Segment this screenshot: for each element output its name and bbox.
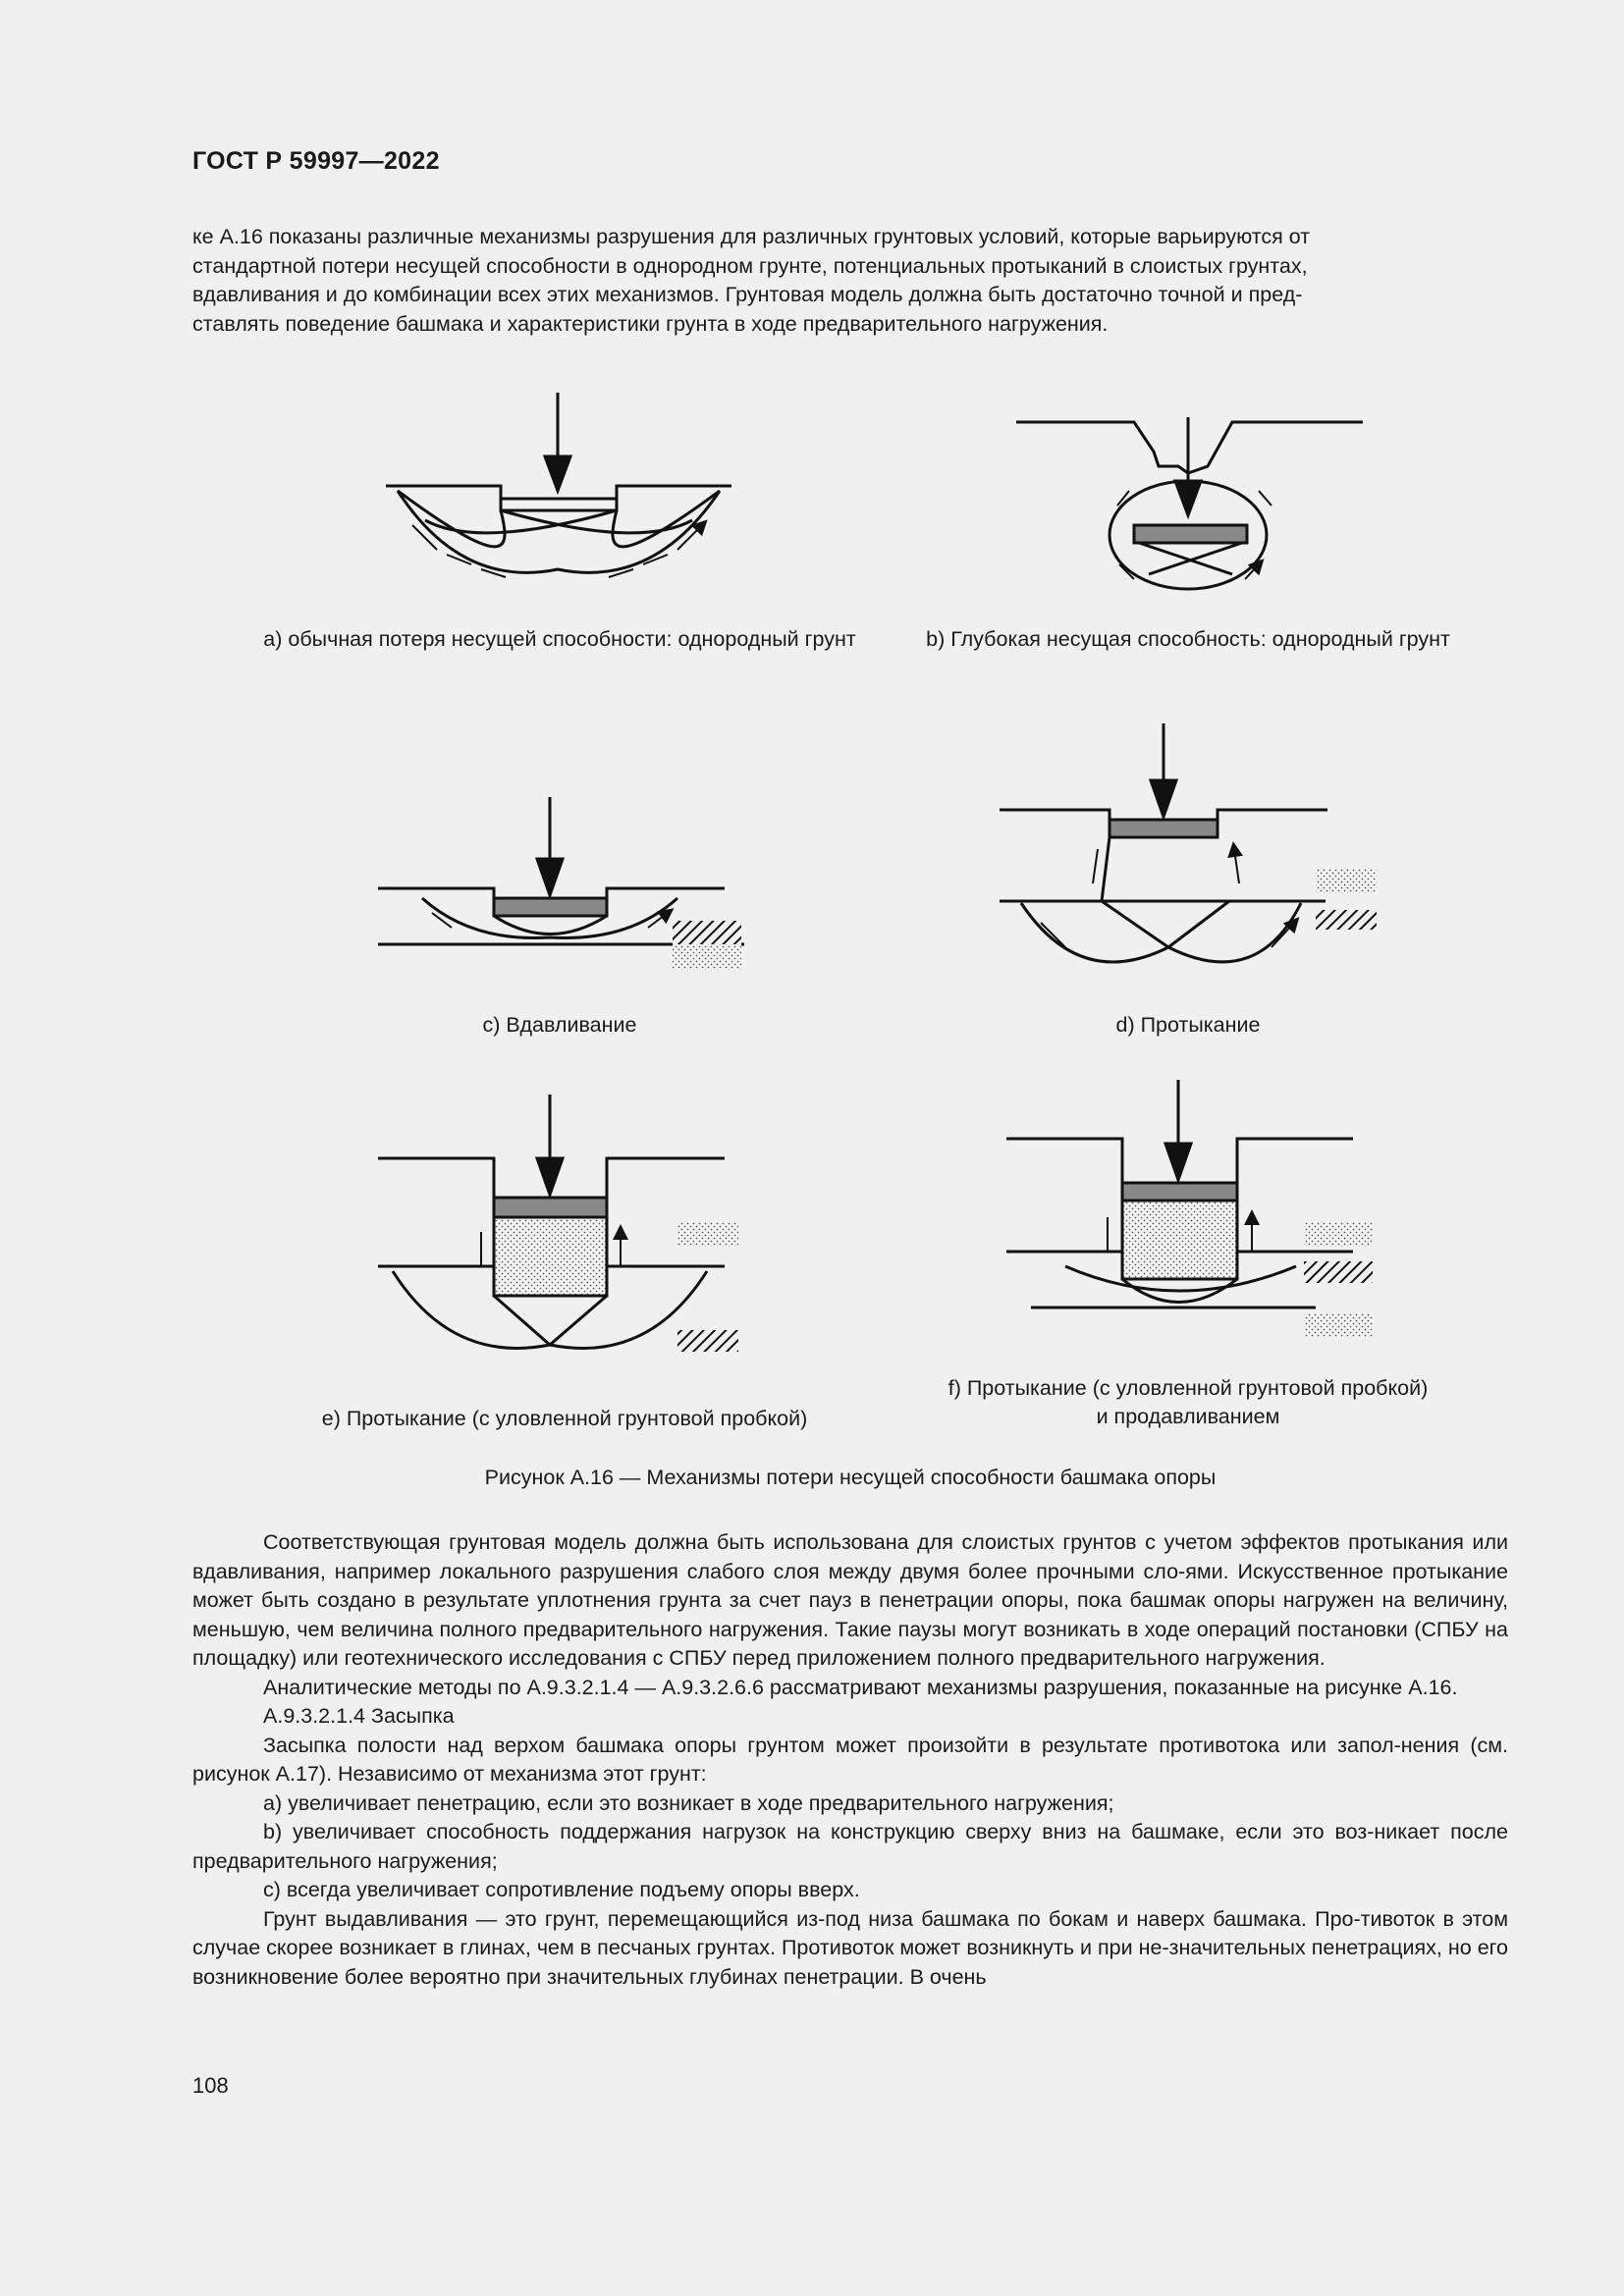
intro-line: ставлять поведение башмака и характеристики грунта в ходе предварительного нагружения. xyxy=(192,311,1109,336)
list-item: a) увеличивает пенетрацию, если это возникает в ходе предварительного нагружения; xyxy=(263,1790,1114,1815)
panel-d-caption: d) Протыкание xyxy=(1115,1013,1261,1037)
panel-a-drawing xyxy=(386,393,731,577)
body-paragraph: Соответствующая грунтовая модель должна быть использована для слоистых грунтов с учетом эффектов протыкания или вдавливания, например локального разрушения слабого слоя между двумя более прочными сло-ями. Искусственное протыкание может быть создано в результате уплотнения грунта за счет пауз в пенетрации опоры, пока башмак опоры нагружен на величину, меньшую, чем величина полного предварительного нагружения. Такие паузы могут возникать в ходе операций постановки (СПБУ на площадку) или геотехнического исследования с СПБУ перед приложением полного предварительного нагружения. xyxy=(192,1530,1508,1670)
panel-c-caption: c) Вдавливание xyxy=(482,1013,637,1037)
body-text xyxy=(192,1528,1508,1992)
body-paragraph: Засыпка полости над верхом башмака опоры грунтом может произойти в результате противотока или запол-нения (см. рисунок А.17). Независимо от механизма этот грунт: xyxy=(192,1733,1508,1786)
panel-b-caption: b) Глубокая несущая способность: однородный грунт xyxy=(926,627,1450,651)
panel-c-drawing xyxy=(378,797,744,970)
panel-d-drawing xyxy=(1000,723,1377,962)
panel-f-drawing xyxy=(1006,1080,1373,1337)
section-heading: А.9.3.2.1.4 Засыпка xyxy=(263,1704,455,1728)
intro-line: вдавливания и до комбинации всех этих механизмов. Грунтовая модель должна быть достаточно точной и пред- xyxy=(192,283,1303,306)
list-item: b) увеличивает способность поддержания нагрузок на конструкцию сверху вниз на башмаке, если это воз-никает после предварительного нагружения; xyxy=(192,1820,1508,1873)
panel-a-caption: a) обычная потеря несущей способности: однородный грунт xyxy=(263,627,856,651)
body-paragraph: Аналитические методы по А.9.3.2.1.4 — А.9.3.2.6.6 рассматривают механизмы разрушения, показанные на рисунке А.16. xyxy=(263,1675,1458,1699)
body-paragraph: Грунт выдавливания — это грунт, перемещающийся из-под низа башмака по бокам и наверх башмака. Про-тивоток в этом случае скорее возникает в глинах, чем в песчаных грунтах. Противоток может возникнуть и при не-значительных пенетрациях, но его возникновение более вероятно при значительных глубинах пенетрации. В очень xyxy=(192,1906,1508,1989)
list-item: c) всегда увеличивает сопротивление подъему опоры вверх. xyxy=(263,1878,860,1901)
intro-line: стандартной потери несущей способности в однородном грунте, потенциальных протыканий в слоистых грунтах, xyxy=(192,253,1308,278)
figure-caption: Рисунок А.16 — Механизмы потери несущей способности башмака опоры xyxy=(484,1466,1217,1489)
intro-line: ке А.16 показаны различные механизмы разрушения для различных грунтовых условий, которые варьируются от xyxy=(192,225,1311,248)
panel-e-drawing xyxy=(378,1095,738,1352)
document-header: ГОСТ Р 59997—2022 xyxy=(192,147,440,175)
panel-b-drawing xyxy=(1016,417,1363,589)
panel-f-caption: f) Протыкание (с уловленной грунтовой пробкой) и продавливанием xyxy=(947,1376,1429,1428)
panel-e-caption: e) Протыкание (с уловленной грунтовой пробкой) xyxy=(321,1407,808,1430)
page-number: 108 xyxy=(192,2073,229,2098)
